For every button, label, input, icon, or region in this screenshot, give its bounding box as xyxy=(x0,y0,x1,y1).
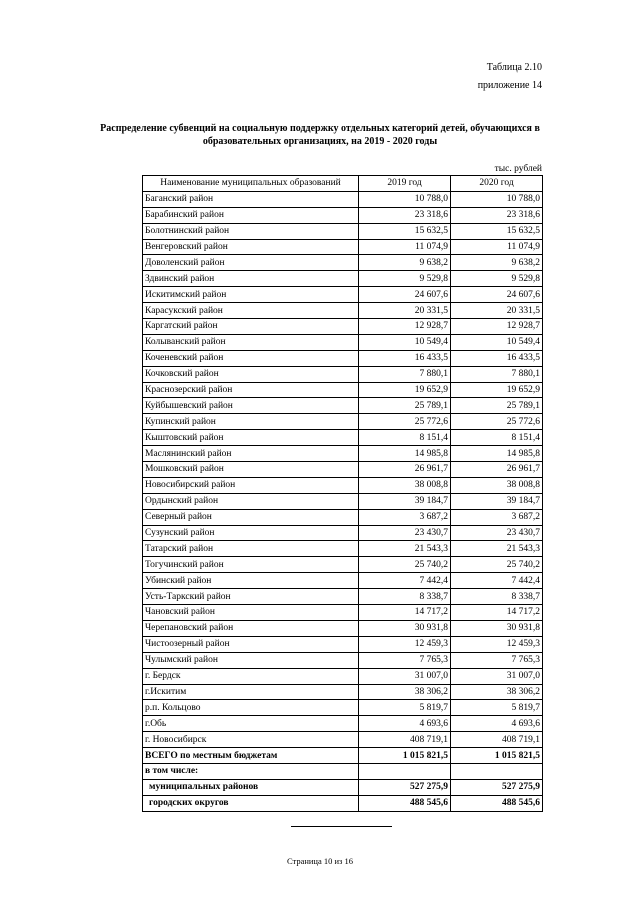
value-2020-cell: 4 693,6 xyxy=(451,716,543,732)
value-2020-cell: 38 306,2 xyxy=(451,684,543,700)
value-2020-cell: 25 772,6 xyxy=(451,414,543,430)
table-row xyxy=(143,525,543,541)
value-2020-cell: 1 015 821,5 xyxy=(451,748,543,764)
value-2019-cell: 11 074,9 xyxy=(359,239,451,255)
value-2020-cell: 23 318,6 xyxy=(451,207,543,223)
municipality-cell: Доволенский район xyxy=(143,255,359,271)
value-2020-cell: 16 433,5 xyxy=(451,350,543,366)
municipality-cell: г.Искитим xyxy=(143,684,359,700)
value-2019-cell: 15 632,5 xyxy=(359,223,451,239)
value-2019-cell: 21 543,3 xyxy=(359,541,451,557)
value-2019-cell: 7 880,1 xyxy=(359,366,451,382)
value-2020-cell: 3 687,2 xyxy=(451,509,543,525)
value-2019-cell: 5 819,7 xyxy=(359,700,451,716)
municipality-cell: Убинский район xyxy=(143,573,359,589)
table-row xyxy=(143,541,543,557)
value-2020-cell: 14 985,8 xyxy=(451,446,543,462)
value-2019-cell: 20 331,5 xyxy=(359,303,451,319)
value-2019-cell xyxy=(359,763,451,779)
table-row xyxy=(143,271,543,287)
table-row xyxy=(143,207,543,223)
municipality-cell: г. Бердск xyxy=(143,668,359,684)
municipality-cell: муниципальных районов xyxy=(143,779,359,795)
municipality-cell: Кыштовский район xyxy=(143,430,359,446)
value-2020-cell: 25 740,2 xyxy=(451,557,543,573)
municipality-cell: Тогучинский район xyxy=(143,557,359,573)
municipality-cell: Усть-Таркский район xyxy=(143,589,359,605)
value-2019-cell: 25 789,1 xyxy=(359,398,451,414)
municipality-cell: Краснозерский район xyxy=(143,382,359,398)
value-2019-cell: 25 740,2 xyxy=(359,557,451,573)
municipality-cell: Баганский район xyxy=(143,191,359,207)
value-2020-cell: 10 549,4 xyxy=(451,334,543,350)
table-row xyxy=(143,430,543,446)
municipality-cell: Новосибирский район xyxy=(143,477,359,493)
table-row xyxy=(143,668,543,684)
value-2020-cell: 23 430,7 xyxy=(451,525,543,541)
municipality-cell: Карасукский район xyxy=(143,303,359,319)
municipality-cell: Чановский район xyxy=(143,605,359,621)
subsidy-table xyxy=(142,175,543,812)
value-2019-cell: 12 928,7 xyxy=(359,319,451,335)
table-row xyxy=(143,620,543,636)
value-2019-cell: 408 719,1 xyxy=(359,732,451,748)
municipality-cell: г. Новосибирск xyxy=(143,732,359,748)
value-2020-cell: 7 880,1 xyxy=(451,366,543,382)
municipality-cell: в том числе: xyxy=(143,763,359,779)
column-header-2019: 2019 год xyxy=(359,176,451,192)
value-2019-cell: 38 306,2 xyxy=(359,684,451,700)
municipality-cell: Колыванский район xyxy=(143,334,359,350)
value-2020-cell: 11 074,9 xyxy=(451,239,543,255)
municipality-cell: р.п. Кольцово xyxy=(143,700,359,716)
table-row xyxy=(143,716,543,732)
value-2019-cell: 9 638,2 xyxy=(359,255,451,271)
table-row xyxy=(143,557,543,573)
value-2019-cell: 24 607,6 xyxy=(359,287,451,303)
value-2020-cell: 30 931,8 xyxy=(451,620,543,636)
value-2020-cell: 14 717,2 xyxy=(451,605,543,621)
value-2019-cell: 31 007,0 xyxy=(359,668,451,684)
value-2019-cell: 14 985,8 xyxy=(359,446,451,462)
municipality-cell: Барабинский район xyxy=(143,207,359,223)
municipality-cell: Маслянинский район xyxy=(143,446,359,462)
table-row xyxy=(143,366,543,382)
table-row xyxy=(143,652,543,668)
value-2020-cell: 25 789,1 xyxy=(451,398,543,414)
table-row xyxy=(143,732,543,748)
value-2019-cell: 10 549,4 xyxy=(359,334,451,350)
total-row xyxy=(143,748,543,764)
value-2019-cell: 14 717,2 xyxy=(359,605,451,621)
subtotal-row xyxy=(143,795,543,811)
municipality-cell: Татарский район xyxy=(143,541,359,557)
municipality-cell: Искитимский район xyxy=(143,287,359,303)
municipality-cell: Коченевский район xyxy=(143,350,359,366)
municipality-cell: Болотнинский район xyxy=(143,223,359,239)
municipality-cell: Каргатский район xyxy=(143,319,359,335)
table-row xyxy=(143,509,543,525)
table-row xyxy=(143,493,543,509)
value-2019-cell: 4 693,6 xyxy=(359,716,451,732)
municipality-cell: Чулымский район xyxy=(143,652,359,668)
value-2019-cell: 30 931,8 xyxy=(359,620,451,636)
value-2019-cell: 8 151,4 xyxy=(359,430,451,446)
table-row xyxy=(143,605,543,621)
value-2019-cell: 488 545,6 xyxy=(359,795,451,811)
column-header-2020: 2020 год xyxy=(451,176,543,192)
value-2019-cell: 10 788,0 xyxy=(359,191,451,207)
table-row xyxy=(143,255,543,271)
value-2020-cell: 408 719,1 xyxy=(451,732,543,748)
municipality-cell: Ордынский район xyxy=(143,493,359,509)
value-2019-cell: 26 961,7 xyxy=(359,462,451,478)
value-2019-cell: 23 318,6 xyxy=(359,207,451,223)
municipality-cell: Северный район xyxy=(143,509,359,525)
value-2019-cell: 1 015 821,5 xyxy=(359,748,451,764)
value-2020-cell: 39 184,7 xyxy=(451,493,543,509)
table-body xyxy=(143,191,543,811)
municipality-cell: Чистоозерный район xyxy=(143,636,359,652)
value-2020-cell: 5 819,7 xyxy=(451,700,543,716)
table-row xyxy=(143,191,543,207)
page-number: Страница 10 из 16 xyxy=(286,856,354,866)
including-row xyxy=(143,763,543,779)
value-2019-cell: 527 275,9 xyxy=(359,779,451,795)
value-2019-cell: 3 687,2 xyxy=(359,509,451,525)
document-title: Распределение субвенций на социальную поддержку отдельных категорий детей, обучающихся в образовательных организациях, на 2019 - 2020 годы xyxy=(100,123,540,147)
value-2020-cell: 20 331,5 xyxy=(451,303,543,319)
table-row xyxy=(143,684,543,700)
value-2020-cell: 10 788,0 xyxy=(451,191,543,207)
value-2020-cell: 9 529,8 xyxy=(451,271,543,287)
value-2019-cell: 39 184,7 xyxy=(359,493,451,509)
value-2019-cell: 9 529,8 xyxy=(359,271,451,287)
value-2019-cell: 7 442,4 xyxy=(359,573,451,589)
value-2020-cell: 7 442,4 xyxy=(451,573,543,589)
municipality-cell: Куйбышевский район xyxy=(143,398,359,414)
table-row xyxy=(143,462,543,478)
municipality-cell: Кочковский район xyxy=(143,366,359,382)
municipality-cell: Мошковский район xyxy=(143,462,359,478)
value-2020-cell: 38 008,8 xyxy=(451,477,543,493)
table-row xyxy=(143,319,543,335)
municipality-cell: ВСЕГО по местным бюджетам xyxy=(143,748,359,764)
value-2020-cell: 12 459,3 xyxy=(451,636,543,652)
table-row xyxy=(143,239,543,255)
value-2019-cell: 8 338,7 xyxy=(359,589,451,605)
value-2019-cell: 12 459,3 xyxy=(359,636,451,652)
units-label: тыс. рублей xyxy=(494,164,542,174)
table-row xyxy=(143,350,543,366)
value-2020-cell: 8 338,7 xyxy=(451,589,543,605)
value-2019-cell: 19 652,9 xyxy=(359,382,451,398)
value-2019-cell: 25 772,6 xyxy=(359,414,451,430)
table-row xyxy=(143,573,543,589)
municipality-cell: Венгеровский район xyxy=(143,239,359,255)
value-2019-cell: 23 430,7 xyxy=(359,525,451,541)
value-2020-cell xyxy=(451,763,543,779)
table-row xyxy=(143,223,543,239)
value-2020-cell: 8 151,4 xyxy=(451,430,543,446)
value-2020-cell: 15 632,5 xyxy=(451,223,543,239)
value-2020-cell: 31 007,0 xyxy=(451,668,543,684)
value-2020-cell: 9 638,2 xyxy=(451,255,543,271)
appendix-label: приложение 14 xyxy=(477,80,542,91)
municipality-cell: Сузунский район xyxy=(143,525,359,541)
table-row xyxy=(143,287,543,303)
value-2019-cell: 38 008,8 xyxy=(359,477,451,493)
value-2020-cell: 7 765,3 xyxy=(451,652,543,668)
value-2020-cell: 19 652,9 xyxy=(451,382,543,398)
value-2020-cell: 21 543,3 xyxy=(451,541,543,557)
value-2020-cell: 26 961,7 xyxy=(451,462,543,478)
table-row xyxy=(143,398,543,414)
municipality-cell: Черепановский район xyxy=(143,620,359,636)
subtotal-row xyxy=(143,779,543,795)
column-header-municipality: Наименование муниципальных образований xyxy=(143,176,359,192)
table-row xyxy=(143,334,543,350)
value-2020-cell: 24 607,6 xyxy=(451,287,543,303)
value-2020-cell: 527 275,9 xyxy=(451,779,543,795)
table-number-label: Таблица 2.10 xyxy=(486,62,542,73)
table-row xyxy=(143,636,543,652)
municipality-cell: городских округов xyxy=(143,795,359,811)
table-row xyxy=(143,303,543,319)
footer-divider xyxy=(291,826,392,827)
table-row xyxy=(143,700,543,716)
value-2020-cell: 12 928,7 xyxy=(451,319,543,335)
table-row xyxy=(143,477,543,493)
value-2019-cell: 16 433,5 xyxy=(359,350,451,366)
municipality-cell: Купинский район xyxy=(143,414,359,430)
table-row xyxy=(143,589,543,605)
table-row xyxy=(143,414,543,430)
municipality-cell: Здвинский район xyxy=(143,271,359,287)
value-2019-cell: 7 765,3 xyxy=(359,652,451,668)
table-header-row xyxy=(143,176,543,192)
table-row xyxy=(143,446,543,462)
value-2020-cell: 488 545,6 xyxy=(451,795,543,811)
table-row xyxy=(143,382,543,398)
municipality-cell: г.Обь xyxy=(143,716,359,732)
